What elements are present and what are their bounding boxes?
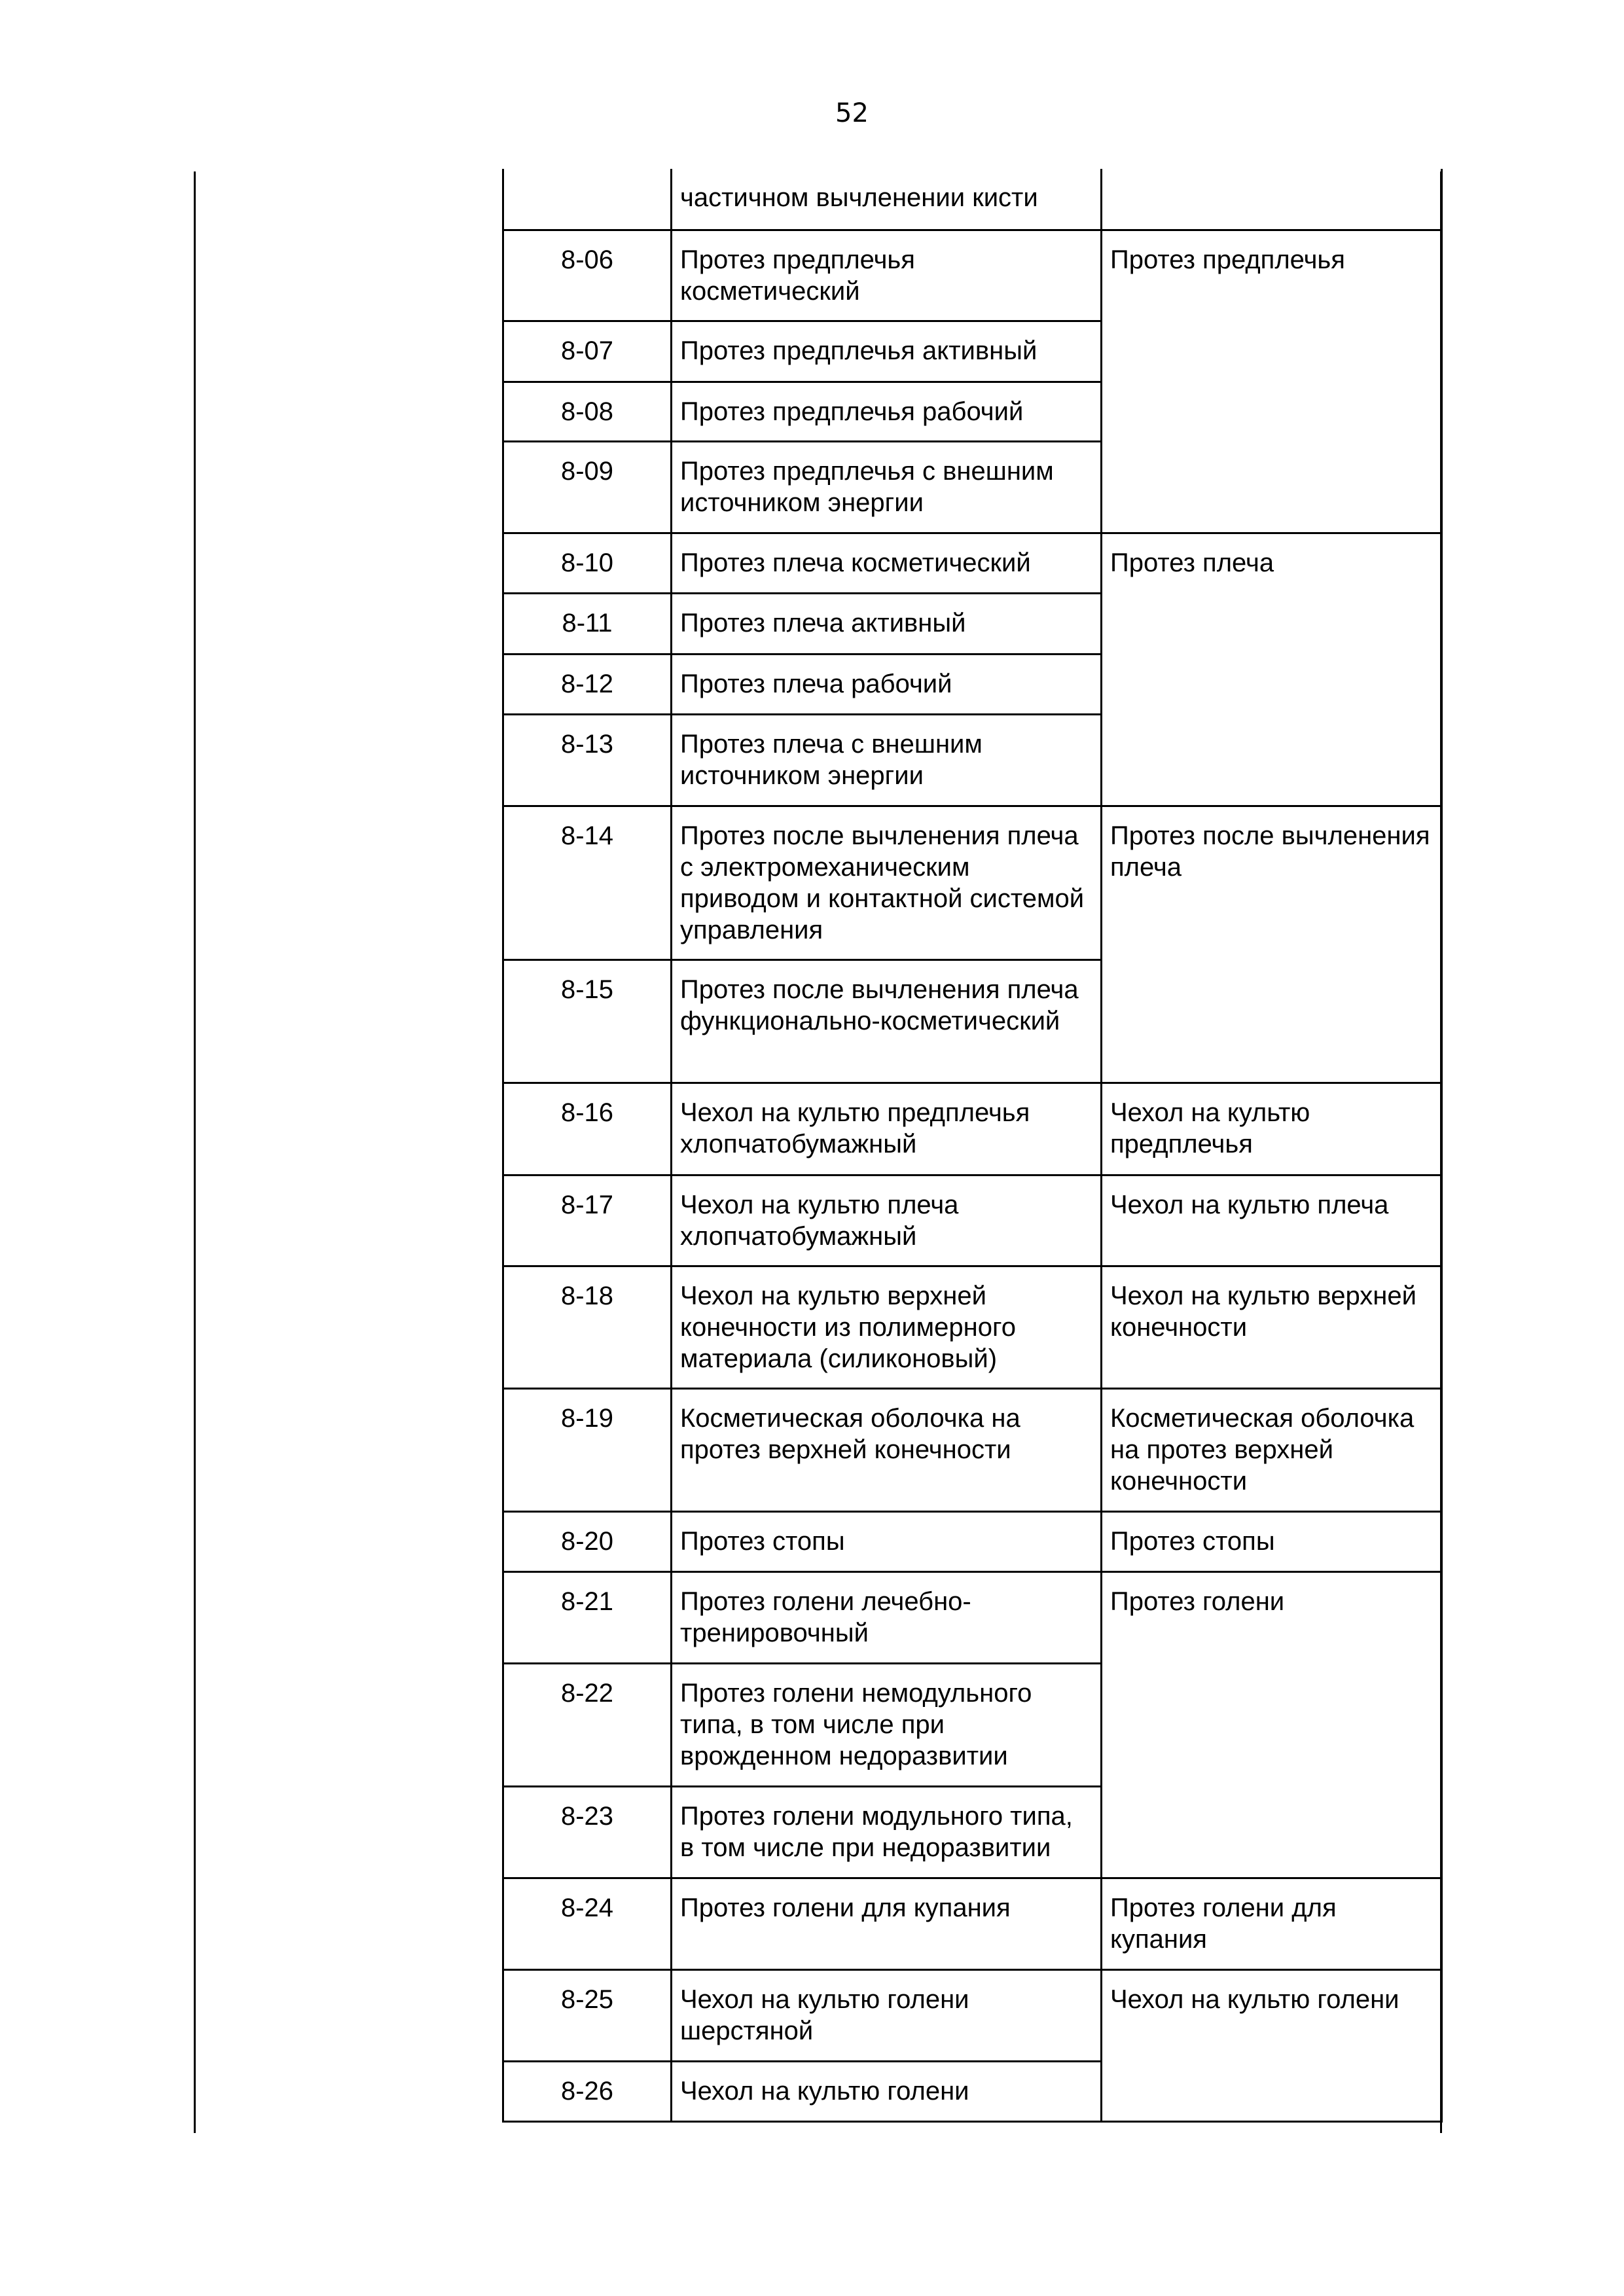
code-cell: 8-09 xyxy=(503,441,672,533)
code-cell: 8-14 xyxy=(503,806,672,960)
name-cell: Протез предплечья рабочий xyxy=(672,382,1102,441)
name-cell: Протез после вычленения плеча с электромеханическим приводом и контактной системой управления xyxy=(672,806,1102,960)
table-row xyxy=(503,806,1442,960)
code-cell: 8-26 xyxy=(503,2061,672,2121)
table-row xyxy=(503,1266,1442,1388)
table-row xyxy=(503,1388,1442,1511)
code-cell: 8-07 xyxy=(503,321,672,382)
code-cell: 8-20 xyxy=(503,1511,672,1571)
code-cell xyxy=(503,169,672,230)
table-row xyxy=(503,533,1442,593)
name-cell: Протез плеча с внешним источником энергии xyxy=(672,714,1102,806)
name-cell: Чехол на культю предплечья хлопчатобумажный xyxy=(672,1083,1102,1175)
table-row xyxy=(503,1175,1442,1266)
table-row xyxy=(503,230,1442,321)
code-cell: 8-12 xyxy=(503,654,672,714)
code-cell: 8-11 xyxy=(503,593,672,654)
name-cell: Протез предплечья косметический xyxy=(672,230,1102,321)
page-number: 52 xyxy=(835,98,869,128)
name-cell: Протез предплечья активный xyxy=(672,321,1102,382)
code-cell: 8-23 xyxy=(503,1786,672,1878)
products-table xyxy=(502,169,1443,2123)
name-cell: Косметическая оболочка на протез верхней конечности xyxy=(672,1388,1102,1511)
code-cell: 8-25 xyxy=(503,1969,672,2061)
name-cell: Протез плеча косметический xyxy=(672,533,1102,593)
group-cell: Чехол на культю верхней конечности xyxy=(1102,1266,1442,1388)
name-cell: Протез предплечья с внешним источником энергии xyxy=(672,441,1102,533)
group-cell xyxy=(1102,169,1442,230)
code-cell: 8-24 xyxy=(503,1878,672,1969)
name-cell: частичном вычленении кисти xyxy=(672,169,1102,230)
group-cell: Протез плеча xyxy=(1102,533,1442,806)
code-cell: 8-19 xyxy=(503,1388,672,1511)
name-cell: Протез голени модульного типа, в том числе при недоразвитии xyxy=(672,1786,1102,1878)
table-row xyxy=(503,1083,1442,1175)
name-cell: Протез голени для купания xyxy=(672,1878,1102,1969)
code-cell: 8-06 xyxy=(503,230,672,321)
code-cell: 8-17 xyxy=(503,1175,672,1266)
name-cell: Протез стопы xyxy=(672,1511,1102,1571)
table-row xyxy=(503,1878,1442,1969)
table-row xyxy=(503,169,1442,230)
code-cell: 8-10 xyxy=(503,533,672,593)
name-cell: Чехол на культю плеча хлопчатобумажный xyxy=(672,1175,1102,1266)
name-cell: Протез после вычленения плеча функционально-косметический xyxy=(672,960,1102,1083)
table-row xyxy=(503,1511,1442,1571)
name-cell: Протез голени лечебно-тренировочный xyxy=(672,1571,1102,1663)
code-cell: 8-16 xyxy=(503,1083,672,1175)
code-cell: 8-22 xyxy=(503,1663,672,1786)
code-cell: 8-13 xyxy=(503,714,672,806)
table-row xyxy=(503,1571,1442,1663)
group-cell: Косметическая оболочка на протез верхней конечности xyxy=(1102,1388,1442,1511)
table-row xyxy=(503,1969,1442,2061)
name-cell: Чехол на культю верхней конечности из полимерного материала (силиконовый) xyxy=(672,1266,1102,1388)
group-cell: Чехол на культю плеча xyxy=(1102,1175,1442,1266)
group-cell: Протез после вычленения плеча xyxy=(1102,806,1442,1083)
code-cell: 8-08 xyxy=(503,382,672,441)
group-cell: Протез голени xyxy=(1102,1571,1442,1878)
group-cell: Протез предплечья xyxy=(1102,230,1442,533)
code-cell: 8-18 xyxy=(503,1266,672,1388)
name-cell: Протез голени немодульного типа, в том числе при врожденном недоразвитии xyxy=(672,1663,1102,1786)
group-cell: Чехол на культю голени xyxy=(1102,1969,1442,2121)
group-cell: Протез стопы xyxy=(1102,1511,1442,1571)
left-margin-rule xyxy=(194,171,196,2133)
name-cell: Протез плеча рабочий xyxy=(672,654,1102,714)
name-cell: Протез плеча активный xyxy=(672,593,1102,654)
code-cell: 8-21 xyxy=(503,1571,672,1663)
group-cell: Протез голени для купания xyxy=(1102,1878,1442,1969)
name-cell: Чехол на культю голени шерстяной xyxy=(672,1969,1102,2061)
group-cell: Чехол на культю предплечья xyxy=(1102,1083,1442,1175)
code-cell: 8-15 xyxy=(503,960,672,1083)
name-cell: Чехол на культю голени xyxy=(672,2061,1102,2121)
